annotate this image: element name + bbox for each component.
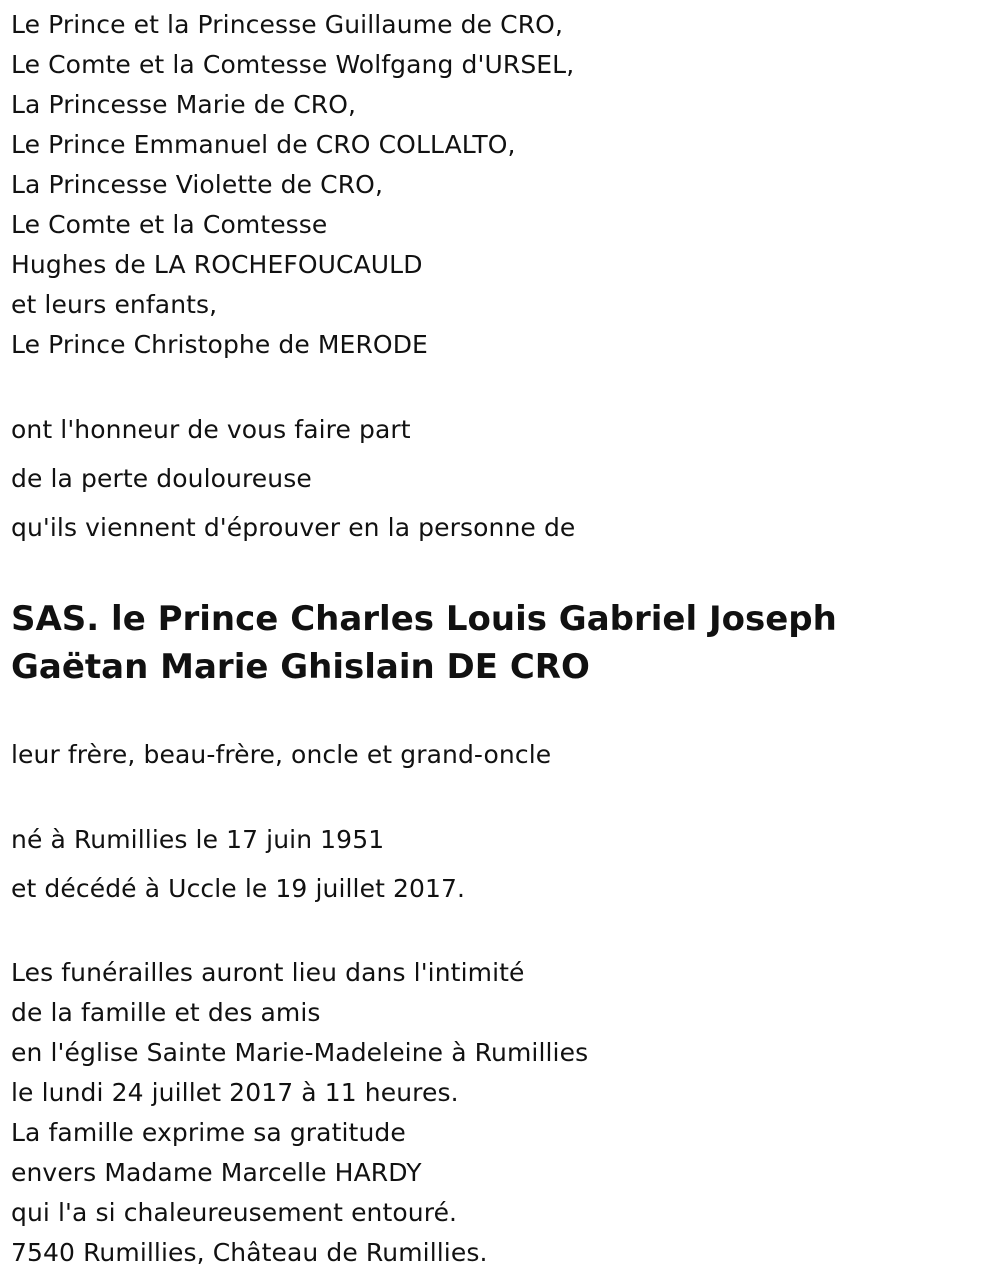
funeral-line: Les funérailles auront lieu dans l'intimité [11, 958, 525, 987]
family-list [11, 0, 991, 365]
deceased-name-line-2: Gaëtan Marie Ghislain DE CRO [11, 647, 590, 687]
spacer [11, 365, 991, 405]
family-line: Le Comte et la Comtesse [11, 210, 328, 239]
announcement-line: de la perte douloureuse [11, 464, 312, 493]
relation [11, 735, 991, 775]
funeral-line: envers Madame Marcelle HARDY [11, 1158, 422, 1187]
deceased-name [11, 595, 911, 691]
funeral-line: le lundi 24 juillet 2017 à 11 heures. [11, 1078, 459, 1107]
announcement [11, 405, 991, 552]
family-line: et leurs enfants, [11, 290, 218, 319]
funeral-line: La famille exprime sa gratitude [11, 1118, 406, 1147]
funeral-line: de la famille et des amis [11, 998, 321, 1027]
family-line: Le Prince et la Princesse Guillaume de CRO, [11, 10, 563, 39]
announcement-line: ont l'honneur de vous faire part [11, 415, 411, 444]
obituary-notice [11, 0, 991, 1273]
address-line: 7540 Rumillies, Château de Rumillies. [11, 1238, 488, 1267]
announcement-line: qu'ils viennent d'éprouver en la personne de [11, 513, 576, 542]
relation-line: leur frère, beau-frère, oncle et grand-oncle [11, 740, 552, 769]
birth-line: né à Rumillies le 17 juin 1951 [11, 825, 385, 854]
deceased-name-line-1: SAS. le Prince Charles Louis Gabriel Joseph [11, 599, 837, 639]
funeral-line: en l'église Sainte Marie-Madeleine à Rumillies [11, 1038, 589, 1067]
life-dates [11, 815, 991, 913]
family-line: La Princesse Marie de CRO, [11, 90, 357, 119]
family-line: Le Prince Christophe de MERODE [11, 330, 428, 359]
family-line: Le Prince Emmanuel de CRO COLLALTO, [11, 130, 516, 159]
family-line: La Princesse Violette de CRO, [11, 170, 384, 199]
death-line: et décédé à Uccle le 19 juillet 2017. [11, 874, 466, 903]
funeral-line: qui l'a si chaleureusement entouré. [11, 1198, 458, 1227]
funeral-details [11, 953, 991, 1273]
family-line: Le Comte et la Comtesse Wolfgang d'URSEL, [11, 50, 575, 79]
family-line: Hughes de LA ROCHEFOUCAULD [11, 250, 423, 279]
